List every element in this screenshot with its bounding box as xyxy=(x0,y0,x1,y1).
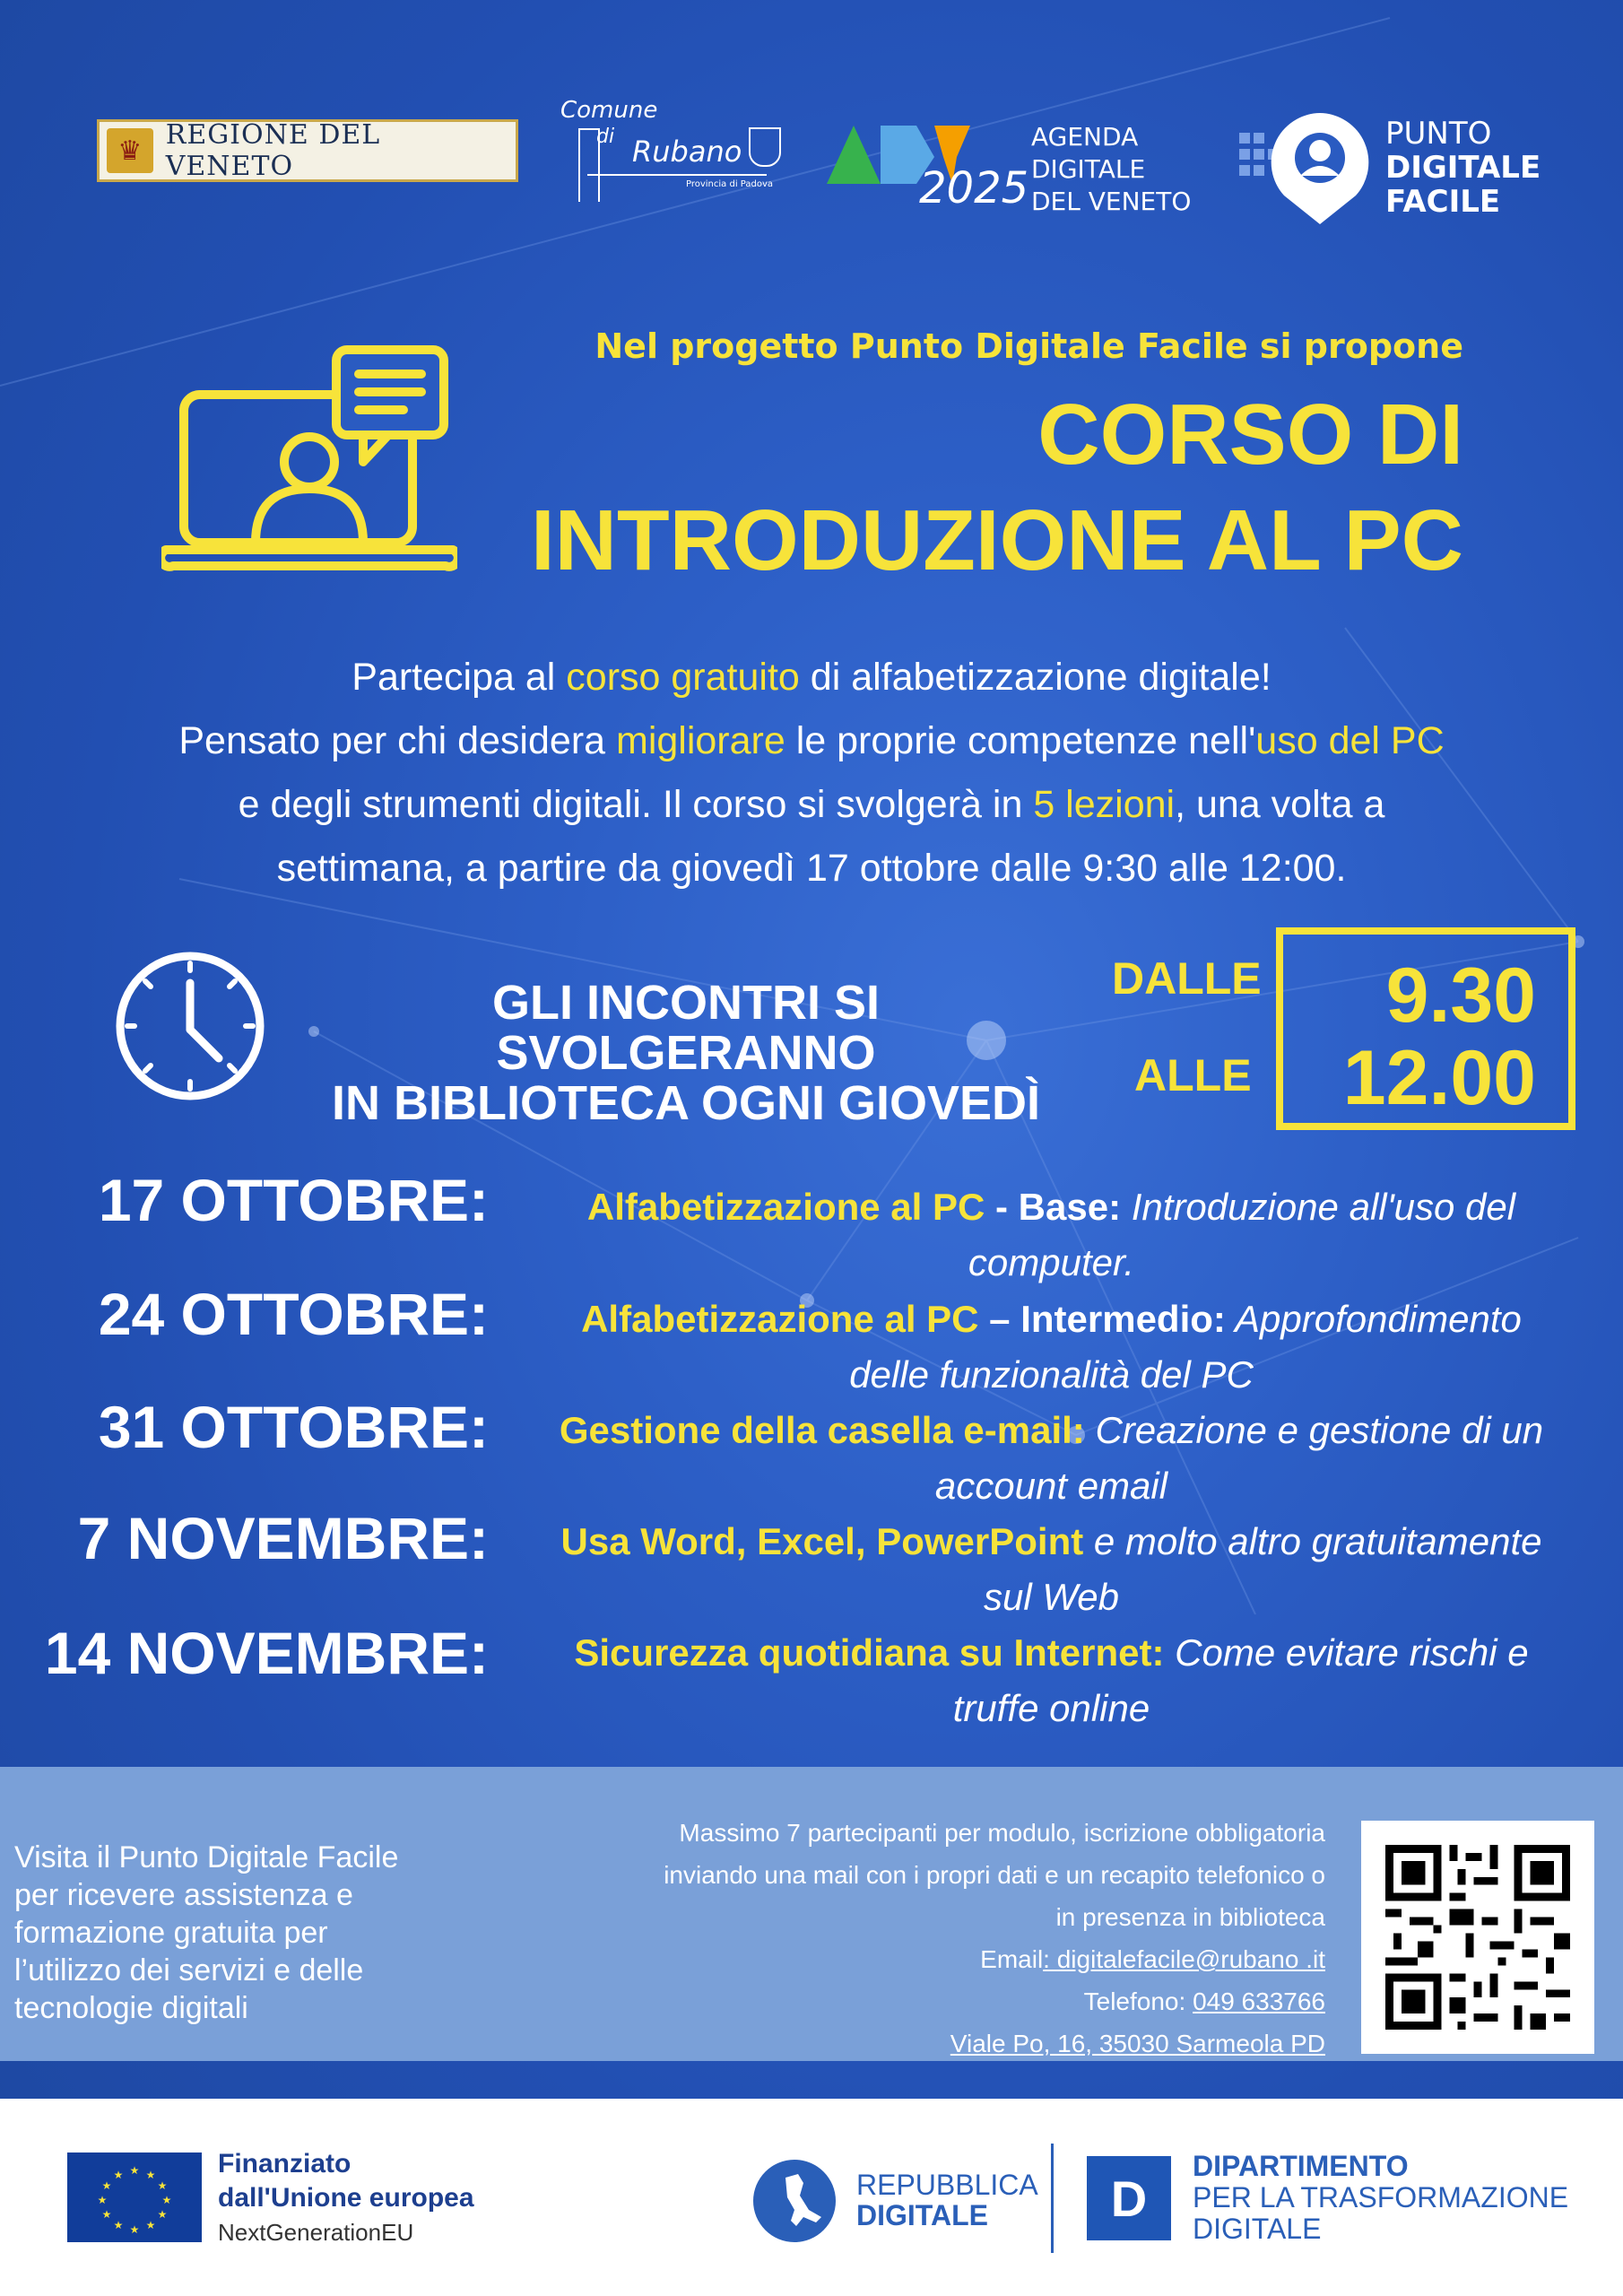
intro-highlight: migliorare xyxy=(616,719,785,762)
qr-code[interactable] xyxy=(1361,1821,1594,2054)
provincia-label: Provincia di Padova xyxy=(686,179,774,189)
schedule-topic: Sicurezza quotidiana su Internet: xyxy=(574,1631,1165,1674)
intro-highlight: uso del PC xyxy=(1255,719,1445,762)
svg-text:★: ★ xyxy=(101,2208,112,2221)
schedule-sep: – xyxy=(978,1298,1021,1340)
alle-label: ALLE xyxy=(1134,1050,1252,1100)
qr-code-icon xyxy=(1361,1821,1594,2054)
dipartimento-text xyxy=(1193,2151,1568,2245)
intro-text: Partecipa al xyxy=(352,656,567,699)
digitale-label: DIGITALE xyxy=(856,2199,988,2231)
schedule-detail: delle funzionalità del PC xyxy=(849,1353,1254,1396)
rubano-crest-icon xyxy=(749,127,781,167)
visit-line: Visita il Punto Digitale Facile xyxy=(14,1840,399,1874)
schedule-detail: e molto altro gratuitamente xyxy=(1083,1520,1542,1562)
laptop-chat-icon xyxy=(161,345,457,587)
schedule-description xyxy=(538,1514,1565,1625)
svg-text:★: ★ xyxy=(101,2179,112,2192)
adv-year: 2025 xyxy=(919,163,1029,213)
footer-divider xyxy=(1051,2144,1054,2253)
visit-line: per ricevere assistenza e xyxy=(14,1878,353,1912)
visit-line: l’utilizzo dei servizi e delle xyxy=(14,1953,364,1987)
tower-icon xyxy=(578,128,600,202)
meeting-line2: IN BIBLIOTECA OGNI GIOVEDÌ xyxy=(331,1076,1041,1130)
svg-text:★: ★ xyxy=(129,2164,140,2177)
schedule-description xyxy=(538,1292,1565,1403)
contact-line: in presenza in biblioteca xyxy=(1055,1903,1325,1931)
address-link[interactable]: Viale Po, 16, 35030 Sarmeola PD xyxy=(950,2030,1325,2057)
email-label: Email xyxy=(980,1945,1044,1973)
punto-digitale-facile-logo-text xyxy=(1385,117,1541,219)
dip-line3: DIGITALE xyxy=(1193,2213,1322,2245)
intro-highlight: 5 lezioni xyxy=(1033,783,1176,826)
visit-line: formazione gratuita per xyxy=(14,1916,328,1950)
schedule-date: 31 OTTOBRE: xyxy=(98,1394,489,1460)
phone-label: Telefono: xyxy=(1083,1987,1193,2015)
repubblica-digitale-icon xyxy=(753,2160,836,2242)
subtitle: Nel progetto Punto Digitale Facile si propone xyxy=(595,326,1463,366)
end-time: 12.00 xyxy=(1342,1035,1536,1121)
pdf-line2: DIGITALE xyxy=(1385,150,1541,186)
adv-line3: DEL VENETO xyxy=(1031,187,1192,216)
contact-line: Massimo 7 partecipanti per modulo, iscrizione obbligatoria xyxy=(679,1819,1325,1847)
svg-text:★: ★ xyxy=(161,2194,172,2206)
svg-text:★: ★ xyxy=(157,2179,168,2192)
adv-line2: DIGITALE xyxy=(1031,154,1146,184)
regione-veneto-label: REGIONE DEL VENETO xyxy=(165,119,381,182)
intro-paragraph xyxy=(54,646,1569,900)
comune-di-label: di xyxy=(596,126,615,148)
page-title-line2: INTRODUZIONE AL PC xyxy=(530,492,1463,588)
schedule-date: 14 NOVEMBRE: xyxy=(44,1620,489,1686)
schedule-description xyxy=(538,1403,1565,1514)
lion-crest-icon: ♛ xyxy=(107,128,153,173)
rubano-label: Rubano xyxy=(632,135,742,169)
schedule-description xyxy=(538,1625,1565,1736)
schedule-date: 17 OTTOBRE: xyxy=(98,1167,489,1233)
schedule-detail: Come evitare rischi e xyxy=(1164,1631,1529,1674)
dip-line1: DIPARTIMENTO xyxy=(1193,2150,1409,2182)
phone-link[interactable]: 049 633766 xyxy=(1193,1987,1325,2015)
adv-text xyxy=(1031,121,1228,218)
svg-text:★: ★ xyxy=(97,2194,108,2206)
pdf-line3: FACILE xyxy=(1385,184,1501,220)
visit-line: tecnologie digitali xyxy=(14,1991,248,2025)
visit-text xyxy=(14,1839,436,2027)
svg-text:★: ★ xyxy=(113,2219,124,2231)
dalle-label: DALLE xyxy=(1112,953,1262,1004)
schedule-topic: Alfabetizzazione al PC xyxy=(586,1186,985,1228)
location-pin-icon xyxy=(1239,106,1374,227)
schedule-topic: Alfabetizzazione al PC xyxy=(581,1298,979,1340)
schedule-sep: - xyxy=(985,1186,1019,1228)
intro-text: le proprie competenze nell' xyxy=(785,719,1256,762)
comune-label: Comune xyxy=(560,97,658,124)
intro-text: Pensato per chi desidera xyxy=(178,719,616,762)
dipartimento-letter: D xyxy=(1110,2170,1148,2227)
time-box xyxy=(1276,927,1575,1130)
intro-text: , una volta a xyxy=(1175,783,1385,826)
svg-text:★: ★ xyxy=(145,2169,156,2181)
start-time: 9.30 xyxy=(1385,952,1536,1039)
adv-line1: AGENDA xyxy=(1031,122,1139,152)
eu-line3: NextGenerationEU xyxy=(218,2219,414,2246)
intro-text: e degli strumenti digitali. Il corso si svolgerà in xyxy=(238,783,1034,826)
schedule-detail: sul Web xyxy=(984,1576,1119,1618)
dip-line2: PER LA TRASFORMAZIONE xyxy=(1193,2181,1569,2213)
email-link[interactable]: : digitalefacile@rubano .it xyxy=(1043,1945,1325,1973)
schedule-detail: truffe online xyxy=(952,1687,1150,1729)
schedule-topic: Gestione della casella e-mail: xyxy=(559,1409,1085,1451)
intro-text: settimana, a partire da giovedì 17 ottobre dalle 9:30 alle 12:00. xyxy=(276,847,1347,890)
eu-line2: dall'Unione europea xyxy=(218,2183,474,2213)
schedule-detail: Creazione e gestione di un xyxy=(1084,1409,1544,1451)
schedule-description xyxy=(538,1179,1565,1291)
eu-line1: Finanziato xyxy=(218,2149,352,2179)
intro-text: di alfabetizzazione digitale! xyxy=(799,656,1271,699)
svg-text:★: ★ xyxy=(129,2223,140,2236)
schedule-detail: account email xyxy=(934,1465,1168,1507)
contact-info xyxy=(574,1812,1325,2065)
contact-line: inviando una mail con i propri dati e un recapito telefonico o xyxy=(664,1861,1325,1889)
schedule-date: 7 NOVEMBRE: xyxy=(77,1505,489,1571)
svg-text:★: ★ xyxy=(113,2169,124,2181)
comune-rubano-logo xyxy=(560,97,785,200)
schedule-detail: computer. xyxy=(968,1241,1135,1283)
meeting-line1: GLI INCONTRI SI SVOLGERANNO xyxy=(492,976,880,1080)
schedule-date: 24 OTTOBRE: xyxy=(98,1281,489,1347)
svg-text:★: ★ xyxy=(157,2208,168,2221)
repubblica-label: REPUBBLICA xyxy=(856,2169,1038,2201)
schedule-level: Intermedio: xyxy=(1020,1298,1226,1340)
dipartimento-icon xyxy=(1087,2156,1171,2240)
pdf-line1: PUNTO xyxy=(1385,116,1492,152)
intro-highlight: corso gratuito xyxy=(566,656,800,699)
schedule-detail: Approfondimento xyxy=(1225,1298,1522,1340)
schedule-level: Base: xyxy=(1018,1186,1122,1228)
meeting-location xyxy=(296,978,1076,1128)
schedule-detail: Introduzione all'uso del xyxy=(1121,1186,1516,1228)
schedule-topic: Usa Word, Excel, PowerPoint xyxy=(560,1520,1084,1562)
svg-text:★: ★ xyxy=(145,2219,156,2231)
eu-flag-icon xyxy=(67,2152,202,2242)
page-title-line1: CORSO DI xyxy=(1037,387,1463,483)
regione-veneto-logo xyxy=(97,119,518,182)
clock-icon xyxy=(113,949,267,1103)
